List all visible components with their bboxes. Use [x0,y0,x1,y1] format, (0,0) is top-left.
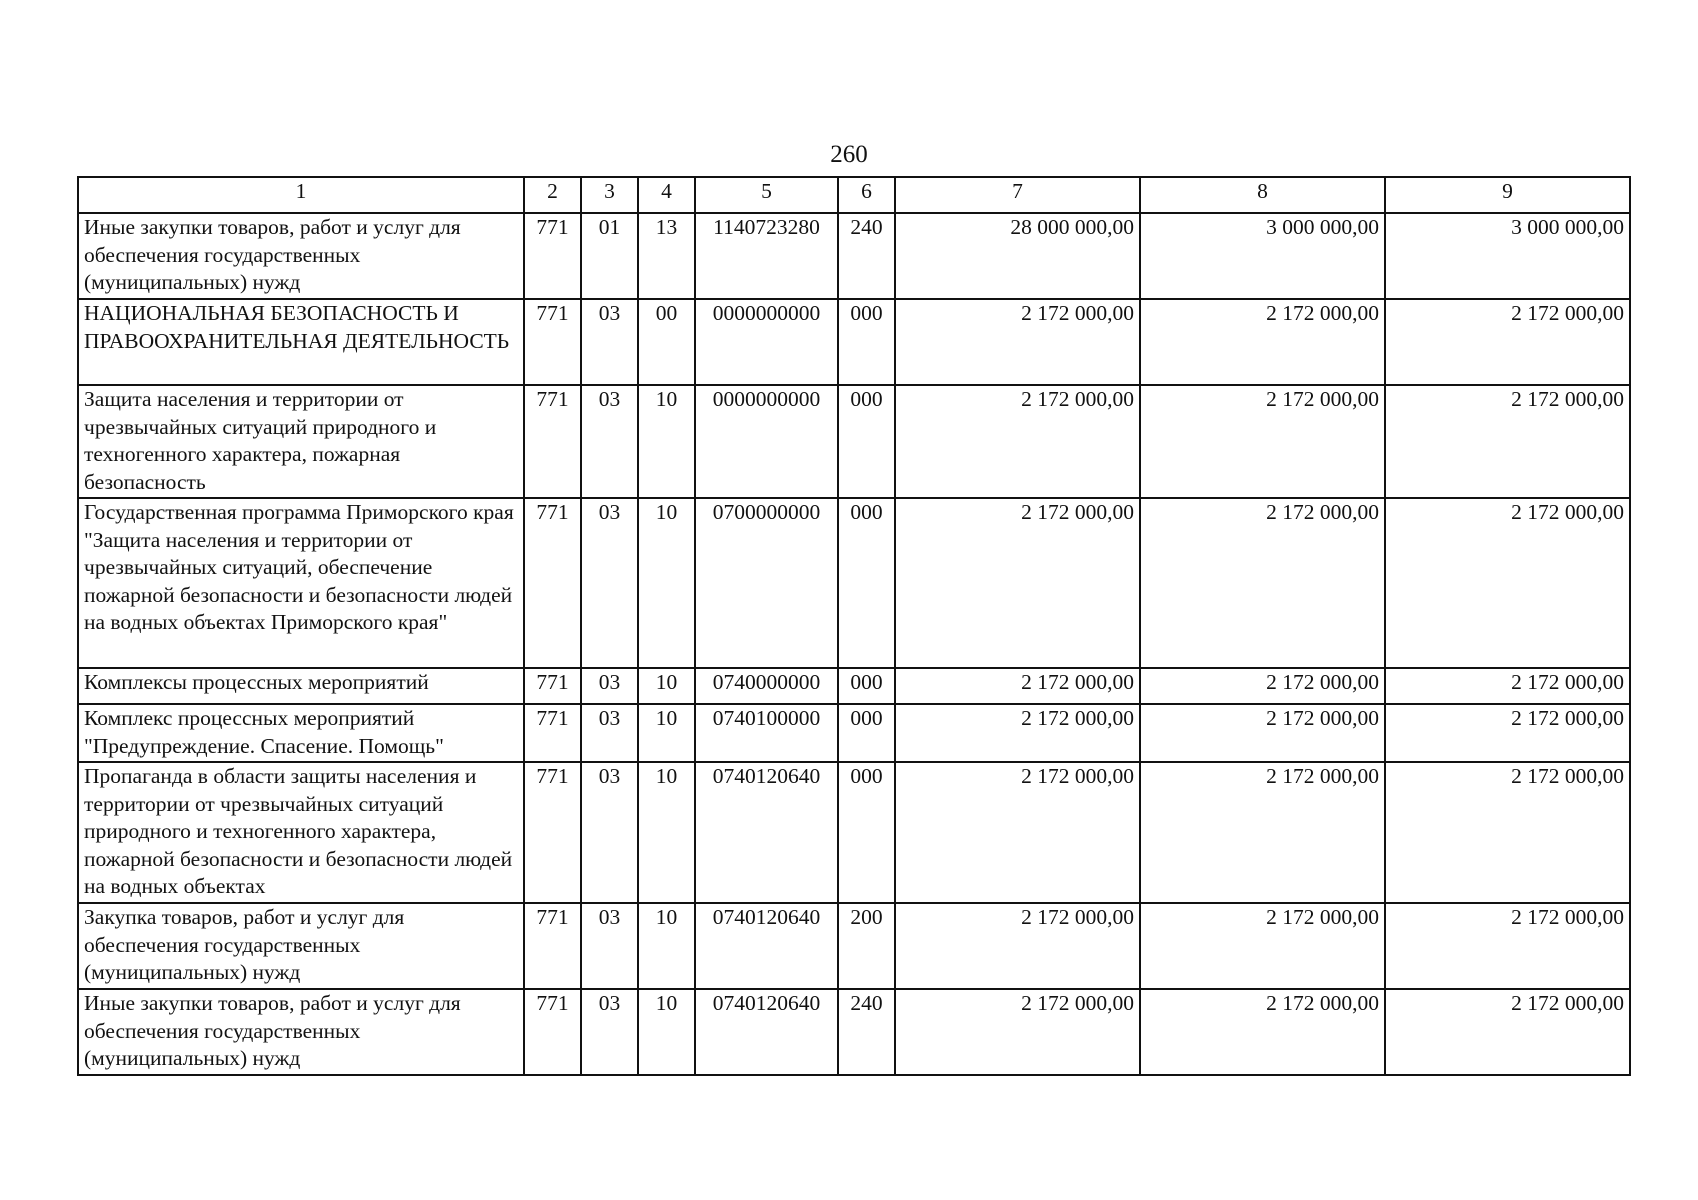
row-amount-7: 2 172 000,00 [895,668,1140,704]
row-name: Иные закупки товаров, работ и услуг для обеспечения государственных (муниципальных) нужд [78,213,524,299]
row-amount-9: 2 172 000,00 [1385,385,1630,498]
table-row [78,668,1630,704]
row-amount-9: 2 172 000,00 [1385,498,1630,668]
row-name: Защита населения и территории от чрезвычайных ситуаций природного и техногенного характера, пожарная безопасность [78,385,524,498]
table-row [78,498,1630,668]
row-code-2: 771 [524,704,581,762]
row-name: Комплекс процессных мероприятий "Предупреждение. Спасение. Помощь" [78,704,524,762]
row-code-3: 03 [581,762,638,903]
table-row [78,762,1630,903]
row-code-2: 771 [524,762,581,903]
row-name: Государственная программа Приморского края "Защита населения и территории от чрезвычайных ситуаций, обеспечение пожарной безопасности и безопасности людей на водных объектах Приморского края" [78,498,524,668]
row-code-3: 03 [581,668,638,704]
row-amount-7: 2 172 000,00 [895,903,1140,989]
row-code-2: 771 [524,213,581,299]
row-code-4: 10 [638,762,695,903]
row-amount-9: 3 000 000,00 [1385,213,1630,299]
table-row [78,213,1630,299]
row-name: Иные закупки товаров, работ и услуг для обеспечения государственных (муниципальных) нужд [78,989,524,1075]
row-code-5: 0000000000 [695,385,838,498]
row-code-5: 0740120640 [695,762,838,903]
row-code-3: 03 [581,989,638,1075]
row-amount-7: 2 172 000,00 [895,989,1140,1075]
row-code-5: 0740120640 [695,903,838,989]
page-number: 260 [830,141,868,168]
row-code-5: 0000000000 [695,299,838,385]
row-code-6: 000 [838,668,895,704]
row-code-4: 00 [638,299,695,385]
row-code-6: 000 [838,704,895,762]
table-row [78,704,1630,762]
table-row [78,299,1630,385]
row-amount-9: 2 172 000,00 [1385,704,1630,762]
column-header: 8 [1140,177,1385,213]
column-header: 1 [78,177,524,213]
row-amount-9: 2 172 000,00 [1385,668,1630,704]
column-header: 2 [524,177,581,213]
row-amount-9: 2 172 000,00 [1385,903,1630,989]
table-row [78,385,1630,498]
row-amount-8: 2 172 000,00 [1140,299,1385,385]
row-amount-8: 2 172 000,00 [1140,385,1385,498]
table-row [78,989,1630,1075]
row-code-6: 000 [838,385,895,498]
row-code-6: 240 [838,989,895,1075]
row-amount-8: 2 172 000,00 [1140,498,1385,668]
row-amount-8: 2 172 000,00 [1140,704,1385,762]
column-header: 3 [581,177,638,213]
row-amount-7: 2 172 000,00 [895,762,1140,903]
row-code-4: 13 [638,213,695,299]
row-amount-9: 2 172 000,00 [1385,989,1630,1075]
row-code-2: 771 [524,989,581,1075]
table-row [78,903,1630,989]
row-amount-7: 2 172 000,00 [895,704,1140,762]
row-code-3: 03 [581,299,638,385]
row-amount-8: 2 172 000,00 [1140,762,1385,903]
row-name: Пропаганда в области защиты населения и территории от чрезвычайных ситуаций природного и техногенного характера, пожарной безопасности и безопасности людей на водных объектах [78,762,524,903]
row-code-4: 10 [638,989,695,1075]
row-amount-7: 2 172 000,00 [895,385,1140,498]
row-code-4: 10 [638,385,695,498]
row-code-4: 10 [638,668,695,704]
column-header: 5 [695,177,838,213]
row-code-3: 03 [581,498,638,668]
row-code-3: 03 [581,704,638,762]
row-code-6: 000 [838,498,895,668]
row-amount-9: 2 172 000,00 [1385,299,1630,385]
row-code-5: 0700000000 [695,498,838,668]
row-code-2: 771 [524,385,581,498]
column-header: 9 [1385,177,1630,213]
row-code-3: 01 [581,213,638,299]
row-amount-7: 2 172 000,00 [895,498,1140,668]
row-code-6: 240 [838,213,895,299]
row-amount-8: 3 000 000,00 [1140,213,1385,299]
row-code-2: 771 [524,498,581,668]
row-code-3: 03 [581,385,638,498]
row-amount-8: 2 172 000,00 [1140,668,1385,704]
row-code-6: 000 [838,299,895,385]
row-amount-7: 2 172 000,00 [895,299,1140,385]
row-name: Комплексы процессных мероприятий [78,668,524,704]
row-amount-7: 28 000 000,00 [895,213,1140,299]
row-code-5: 1140723280 [695,213,838,299]
row-code-2: 771 [524,668,581,704]
row-name: НАЦИОНАЛЬНАЯ БЕЗОПАСНОСТЬ И ПРАВООХРАНИТЕЛЬНАЯ ДЕЯТЕЛЬНОСТЬ [78,299,524,385]
row-code-4: 10 [638,498,695,668]
budget-table [77,176,1631,1076]
column-number-row [78,177,1630,213]
row-code-3: 03 [581,903,638,989]
row-amount-8: 2 172 000,00 [1140,903,1385,989]
row-amount-9: 2 172 000,00 [1385,762,1630,903]
row-code-6: 000 [838,762,895,903]
row-code-4: 10 [638,704,695,762]
row-code-2: 771 [524,299,581,385]
row-code-4: 10 [638,903,695,989]
row-name: Закупка товаров, работ и услуг для обеспечения государственных (муниципальных) нужд [78,903,524,989]
row-code-5: 0740100000 [695,704,838,762]
column-header: 6 [838,177,895,213]
column-header: 4 [638,177,695,213]
column-header: 7 [895,177,1140,213]
row-code-5: 0740120640 [695,989,838,1075]
row-code-5: 0740000000 [695,668,838,704]
row-code-2: 771 [524,903,581,989]
row-amount-8: 2 172 000,00 [1140,989,1385,1075]
row-code-6: 200 [838,903,895,989]
